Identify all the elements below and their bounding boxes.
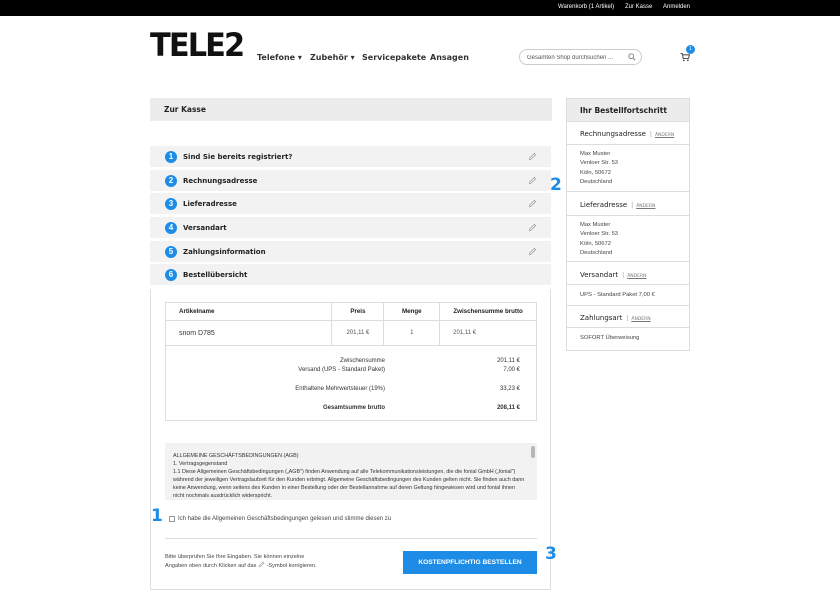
cart-link[interactable]: Warenkorb (1 Artikel)	[558, 4, 615, 10]
sidebar-title: Ihr Bestellfortschritt	[580, 106, 667, 115]
review-hint: Bitte überprüfen Sie Ihre Eingaben. Sie können einzelne Angaben oben durch Klicken auf das -Symbol korrigieren.	[165, 554, 317, 569]
agree-terms-label[interactable]: Ich habe die Allgemeinen Geschäftsbedingungen gelesen und stimme diesen zu	[178, 516, 392, 522]
divider	[567, 261, 689, 262]
table-header-row	[166, 303, 537, 321]
change-method-link[interactable]: ÄNDERN	[627, 274, 647, 279]
step-number-badge: 4	[165, 222, 177, 234]
divider	[567, 144, 689, 145]
annotation-1: 1	[151, 506, 163, 526]
column-header: Preis	[332, 303, 384, 321]
progress-payment-title: Zahlungsart | ÄNDERN	[580, 314, 651, 322]
nav-item-telefone[interactable]: Telefone ▾	[257, 53, 302, 62]
step-number-badge: 5	[165, 246, 177, 258]
item-name: snom D785	[166, 321, 332, 346]
pencil-icon[interactable]	[528, 247, 537, 256]
chevron-down-icon: ▾	[347, 53, 355, 62]
grand-total-value: 208,11 €	[496, 405, 520, 411]
search-box	[519, 49, 642, 65]
checkout-header	[150, 98, 552, 121]
order-progress-sidebar	[566, 98, 690, 351]
total-label: Enthaltene Mehrwertsteuer (19%)	[295, 386, 385, 392]
change-billing-link[interactable]: ÄNDERN	[654, 133, 675, 138]
divider	[567, 305, 689, 306]
total-label: Versand (UPS - Standard Paket)	[298, 367, 385, 373]
page-title: Zur Kasse	[164, 105, 206, 114]
change-payment-link[interactable]: ÄNDERN	[631, 317, 651, 322]
chevron-down-icon: ▾	[295, 53, 302, 62]
change-shipping-link[interactable]: ÄNDERN	[636, 204, 656, 209]
payment-method-value: SOFORT Überweisung	[580, 335, 640, 341]
progress-shipping-title: Lieferadresse | ÄNDERN	[580, 201, 656, 209]
annotation-2: 2	[550, 175, 562, 195]
step-payment-info[interactable]	[150, 241, 551, 263]
billing-address: Max Muster Venloer Str. 53 Köln, 50672 Deutschland	[580, 151, 619, 185]
progress-method-title: Versandart | ÄNDERN	[580, 271, 647, 279]
step-registered[interactable]	[150, 146, 551, 168]
nav-item-servicepakete[interactable]: Servicepakete	[362, 53, 427, 62]
tele2-logo[interactable]: TELE2	[150, 26, 244, 64]
nav-item-zubehoer[interactable]: Zubehör ▾	[310, 53, 355, 62]
item-price: 201,11 €	[332, 321, 384, 346]
total-label: Zwischensumme	[339, 358, 385, 364]
item-subtotal: 201,11 €	[440, 321, 537, 346]
step-shipping-address[interactable]	[150, 193, 551, 215]
divider	[567, 191, 689, 192]
order-items-table	[165, 302, 537, 346]
pencil-icon[interactable]	[528, 223, 537, 232]
login-link[interactable]: Anmelden	[663, 4, 691, 10]
step-number-badge: 1	[165, 151, 177, 163]
total-value: 7,00 €	[503, 367, 520, 373]
order-totals	[165, 344, 537, 421]
column-header: Artikelname	[166, 303, 332, 321]
terms-text: ALLGEMEINE GESCHÄFTSBEDINGUNGEN (AGB) 1. Vertragsgegenstand 1.1 Diese Allgemeinen Geschäftsbedingungen („AGB") finden Anwendung auf alle Telekommunikationsleistungen, die die fonial GmbH („fonial") während der jeweiligen Vertragslaufzeit für den Kunden erbringt. Allgemeine Geschäftsbedingungen des Kunden gelten nicht. Sie finden auch dann keine Anwendung, wenn seitens des Kunden in einer Bestellung oder der Bestellannahme auf deren Geltung hingewiesen wird und fonial ihnen nicht nochmals ausdrücklich widerspricht.	[173, 453, 525, 500]
step-label: Rechnungsadresse	[183, 177, 258, 185]
step-order-review[interactable]	[150, 264, 551, 286]
pencil-icon[interactable]	[528, 176, 537, 185]
divider	[567, 284, 689, 285]
step-number-badge: 3	[165, 198, 177, 210]
shipping-address: Max Muster Venloer Str. 53 Köln, 50672 Deutschland	[580, 222, 619, 256]
pencil-icon	[258, 561, 265, 568]
total-value: 201,11 €	[497, 358, 520, 364]
top-bar	[0, 0, 840, 16]
step-number-badge: 6	[165, 269, 177, 281]
checkout-link[interactable]: Zur Kasse	[625, 4, 653, 10]
terms-scrollbar[interactable]	[531, 446, 535, 458]
shipping-method-value: UPS - Standard Paket 7,00 €	[580, 292, 655, 298]
place-order-button[interactable]: KOSTENPFLICHTIG BESTELLEN	[403, 551, 537, 574]
step-label: Bestellübersicht	[183, 271, 248, 279]
step-billing-address[interactable]	[150, 170, 551, 192]
step-number-badge: 2	[165, 175, 177, 187]
table-row	[166, 321, 537, 346]
cart-count-badge: 1	[686, 45, 695, 54]
divider	[567, 215, 689, 216]
total-value: 33,23 €	[499, 386, 520, 392]
item-quantity: 1	[384, 321, 440, 346]
step-label: Zahlungsinformation	[183, 248, 266, 256]
agree-terms-checkbox[interactable]	[169, 516, 175, 522]
divider	[165, 538, 537, 539]
step-label: Versandart	[183, 224, 227, 232]
grand-total-label: Gesamtsumme brutto	[322, 405, 385, 411]
search-icon[interactable]	[628, 53, 636, 61]
annotation-3: 3	[545, 544, 557, 564]
sidebar-header	[567, 99, 689, 122]
progress-billing-title: Rechnungsadresse | ÄNDERN	[580, 130, 675, 138]
nav-item-ansagen[interactable]: Ansagen	[430, 53, 469, 62]
column-header: Zwischensumme brutto	[440, 303, 537, 321]
terms-textbox[interactable]	[165, 443, 537, 500]
column-header: Menge	[384, 303, 440, 321]
step-label: Sind Sie bereits registriert?	[183, 153, 293, 161]
step-label: Lieferadresse	[183, 200, 237, 208]
search-input[interactable]	[527, 52, 623, 63]
pencil-icon[interactable]	[528, 152, 537, 161]
step-shipping-method[interactable]	[150, 217, 551, 239]
pencil-icon[interactable]	[528, 199, 537, 208]
divider	[567, 327, 689, 328]
